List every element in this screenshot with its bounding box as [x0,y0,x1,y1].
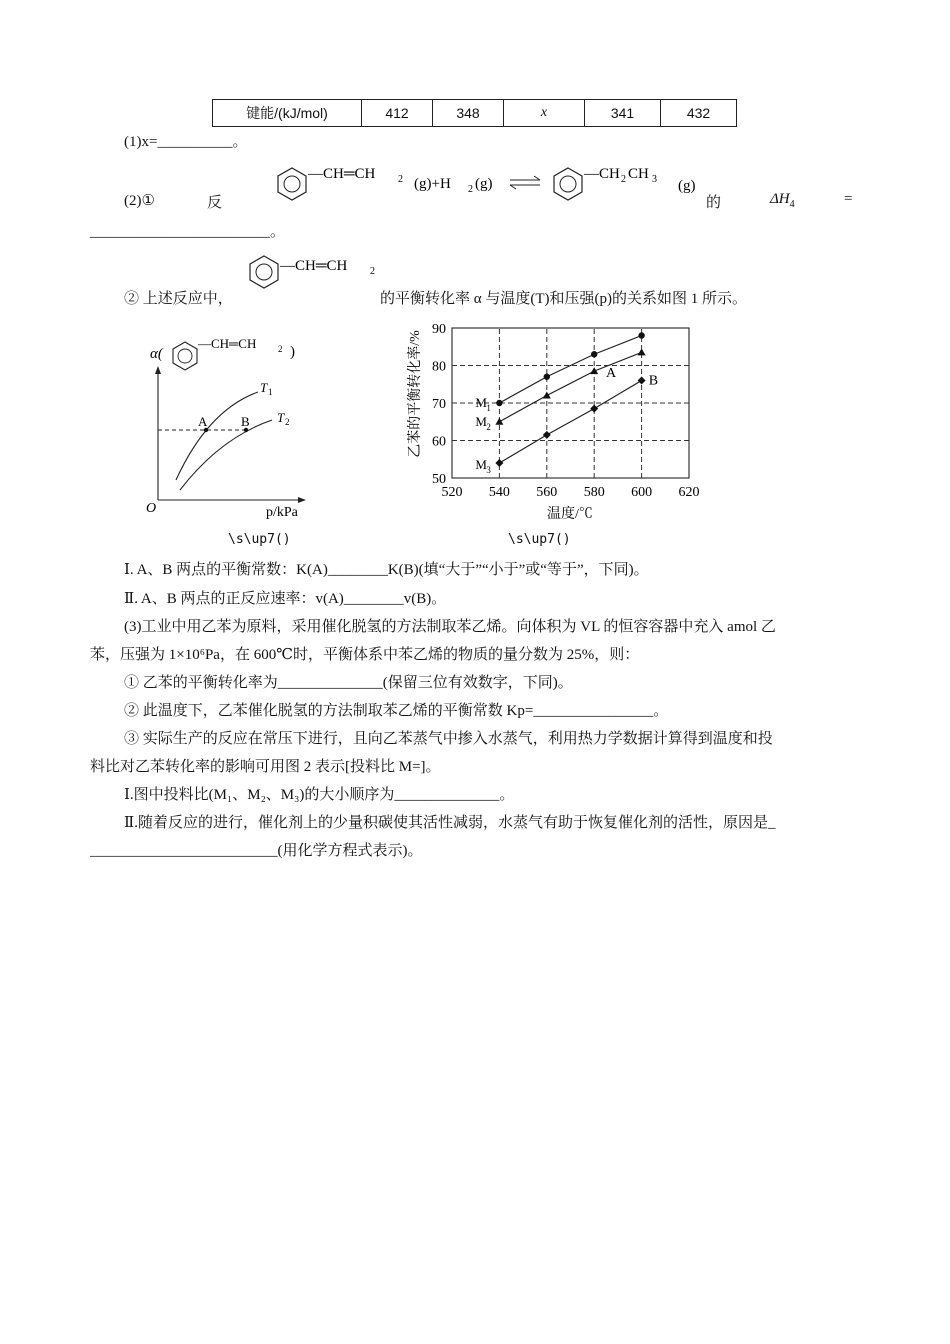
fig1-styrene-sub: 2 [278,344,283,354]
text-line-11: _________________________(用化学方程式表示)。 [90,843,423,859]
series-label-sub-m2: 2 [486,421,491,432]
text-line-3: (3)工业中用乙苯为原料，采用催化脱氢的方法制取苯乙烯。向体积为 VL 的恒容容器中充入 amol 乙 [124,619,776,635]
q2-line2-suffix: 的平衡转化率 α 与温度(T)和压强(p)的关系如图 1 所示。 [380,291,748,307]
styrene-structure [278,166,403,200]
annotation-a: A [606,365,617,381]
fig1-curve-t1 [176,392,258,480]
annotation-b: B [648,373,659,389]
y-tick-label: 50 [432,472,446,487]
styrene-sub: 2 [370,266,375,277]
chart-series [475,332,658,475]
fig1-label-a: A [198,414,208,429]
data-point-m2 [638,348,646,355]
data-point-m3 [543,431,551,439]
fig1-label-t2: T [277,410,285,425]
data-point-m2 [543,392,551,399]
eq-left-text: —CH═CH [308,166,376,182]
text-line-8: 料比对乙苯转化率的影响可用图 2 表示[投料比 M=]。 [90,759,441,775]
table-cell: 348 [433,100,504,127]
fig1-xlabel: p/kPa [266,505,298,520]
figure-2-chart [405,318,715,525]
eq-mid2-text: (g) [475,176,493,192]
series-label-m3: M [475,457,487,472]
fig2-caption: \s\up7() [508,532,571,547]
chart-ticks [432,322,700,500]
eq-mid-text: (g)+H [414,176,451,192]
fig1-caption: \s\up7() [228,532,291,547]
text-line-4: 苯，压强为 1×10⁶Pa，在 600℃时，平衡体系中苯乙烯的物质的量分数为 25%，则： [90,647,640,663]
eq-sub: 2 [621,174,626,185]
reaction-equation [272,160,712,202]
fig1-ylabel-prefix: α( [150,346,163,362]
series-label-sub-m3: 3 [486,465,491,475]
series-label-sub-m1: 1 [486,403,491,413]
benzene-ring-icon [250,256,278,288]
data-point-m1 [496,400,502,406]
fig1-origin: O [146,501,157,516]
q2-blank-line: ________________________。 [90,224,286,240]
series-label-m1: M [475,395,487,410]
data-point-m1 [544,374,550,380]
q2-word-de: 的 [706,195,722,211]
data-point-m3 [590,405,598,413]
y-tick-label: 80 [432,359,446,375]
fig1-label-t1: T [260,380,268,395]
question-1 [124,130,247,151]
q2-label: (2)① [124,193,155,209]
bond-energy-table [212,99,737,127]
y-tick-label: 70 [432,397,446,412]
x-tick-label: 540 [488,485,510,500]
data-point-m3 [638,377,646,385]
fig1-label-t2-sub: 2 [285,417,290,427]
q2-dh: $\Delta H_4$ [770,191,795,210]
table-row [213,100,737,127]
benzene-ring-icon [554,168,582,200]
fig1-ylabel-suffix: ) [290,344,295,360]
text-line-9: Ⅰ.图中投料比(M₁、M₂、M₃)的大小顺序为______________。 [124,787,515,803]
series-label-m2: M [475,413,487,429]
eq-g-text: (g) [678,178,696,194]
x-tick-label: 580 [583,485,605,500]
q2-word-fan: 反 [207,195,223,211]
x-tick-label: 560 [536,485,558,500]
fig1-styrene-text: —CH═CH [198,336,257,351]
benzene-ring-icon [278,168,306,200]
chart-ylabel: 乙苯的平衡转化率/% [408,330,423,458]
eq-right2-text: CH [628,166,649,182]
eq-sub: 2 [468,184,473,195]
data-point-m1 [591,351,597,357]
chart-xlabel: 温度/℃ [547,507,593,522]
ethylbenzene-structure [554,166,657,200]
arrow-up-icon [155,366,161,374]
text-line-10: Ⅱ.随着反应的进行，催化剂上的少量积碳使其活性减弱，水蒸气有助于恢复催化剂的活性，原因是_ [124,815,776,831]
eq-sub: 3 [652,174,657,185]
table-cell: 432 [661,100,737,127]
eq-right-text: —CH [584,166,620,182]
fig1-label-t1-sub: 1 [268,387,273,397]
q1-end: 。 [232,134,248,150]
data-point-m2 [495,418,503,425]
q1-blank: __________ [157,134,233,150]
series-line-m3 [499,381,641,464]
x-tick-label: 620 [678,485,700,500]
q2-line2-prefix: ② 上述反应中， [124,291,233,307]
text-line-2: Ⅱ. A、B 两点的正反应速率：v(A)________v(B)。 [124,591,447,607]
y-tick-label: 60 [432,434,446,450]
table-header-cell: 键能/(kJ/mol) [213,100,362,127]
data-point-m3 [495,459,503,467]
equilibrium-arrow-icon [510,176,540,189]
styrene-structure-inline [244,250,380,294]
q2-equals: = [844,191,853,207]
series-line-m2 [499,352,641,421]
text-line-1: Ⅰ. A、B 两点的平衡常数：K(A)________K(B)(填“大于”“小于”或“等于”，下同)。 [124,562,649,578]
text-line-7: ③ 实际生产的反应在常压下进行，且向乙苯蒸气中掺入水蒸气，利用热力学数据计算得到温度和投 [124,731,773,747]
figure-1 [140,330,315,525]
eq-sub: 2 [398,174,403,185]
text-line-5: ① 乙苯的平衡转化率为______________(保留三位有效数字，下同)。 [124,675,573,691]
data-point-m1 [638,332,644,338]
text-line-6: ② 此温度下，乙苯催化脱氢的方法制取苯乙烯的平衡常数 Kp=________________。 [124,703,669,719]
x-tick-label: 600 [631,485,653,500]
x-tick-label: 520 [441,485,463,500]
table-cell: 412 [362,100,433,127]
q1-label: (1)x= [124,134,158,150]
fig1-label-b: B [241,414,250,429]
y-tick-label: 90 [432,322,446,337]
benzene-ring-icon [173,342,197,370]
arrow-right-icon [298,497,306,503]
table-cell: x [504,100,585,127]
table-cell: 341 [585,100,661,127]
styrene-text: —CH═CH [280,258,348,274]
